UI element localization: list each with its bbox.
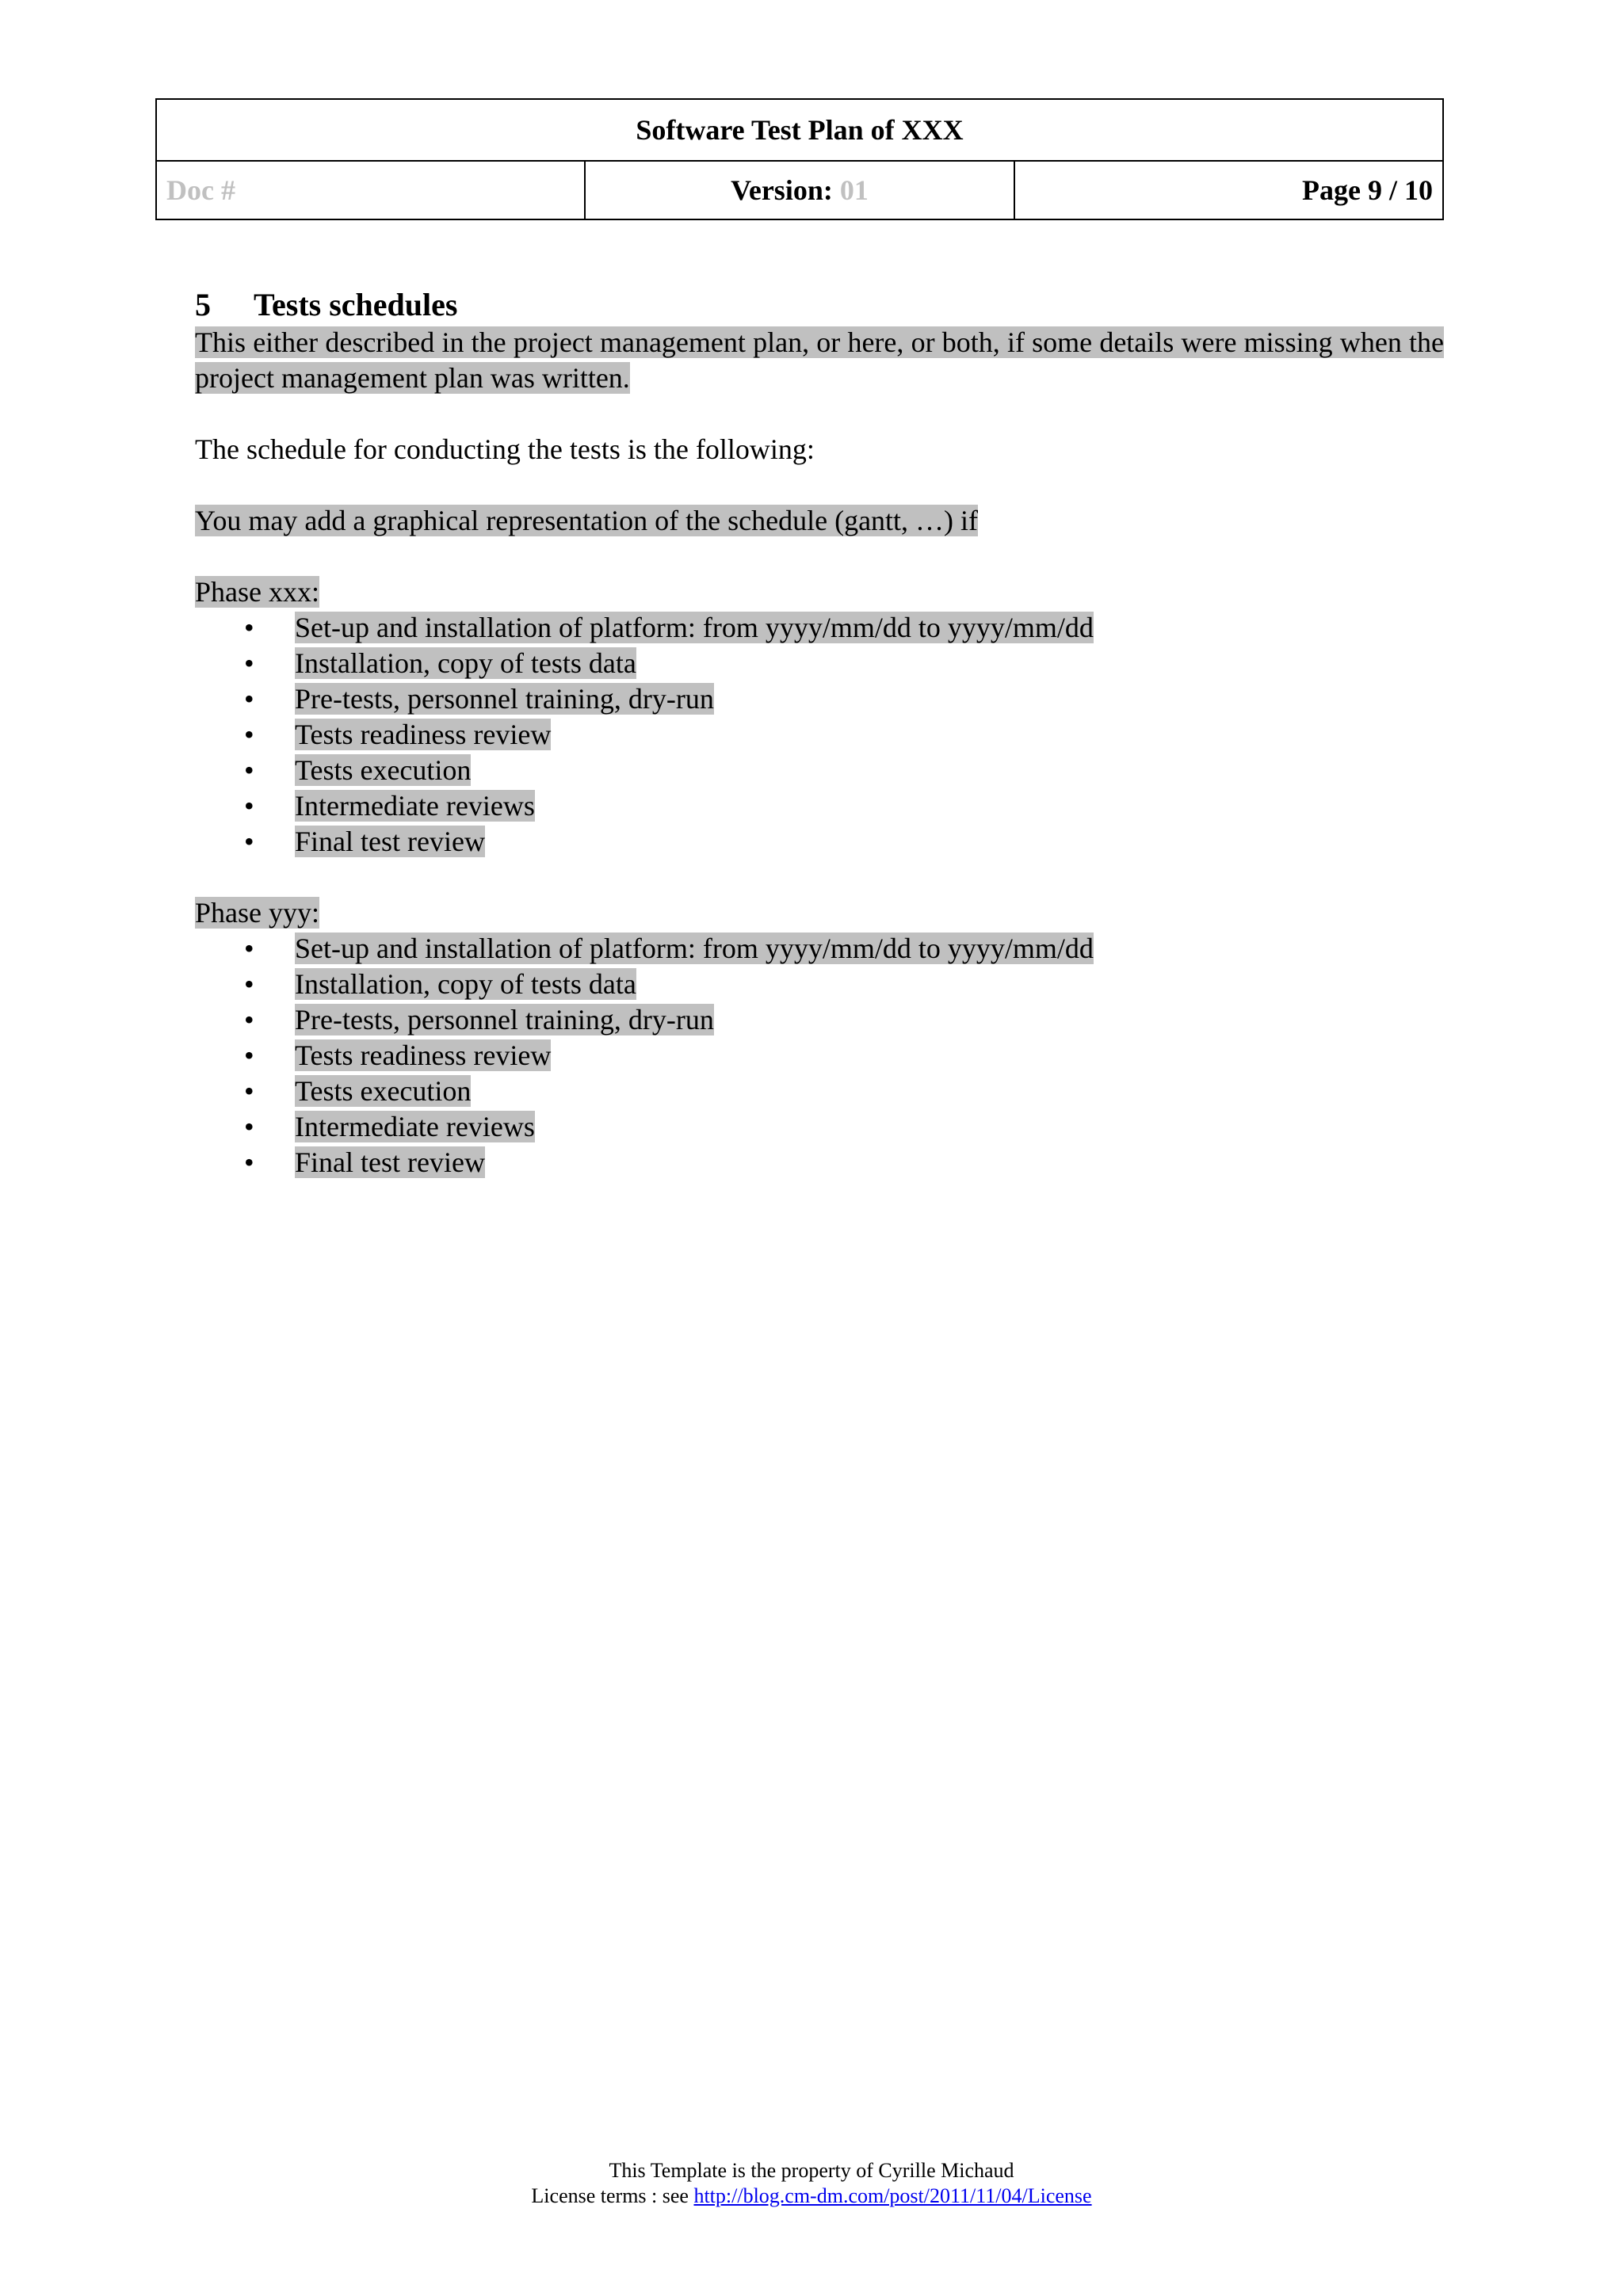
list-item-text: Tests readiness review [295,719,552,750]
list-item: • Intermediate reviews [244,1111,535,1142]
intro-text: This either described in the project management plan, or here, or both, if some details were missing when the project management plan was written. [195,326,1444,394]
list-item-text: Set-up and installation of platform: from yyyy/mm/dd to yyyy/mm/dd [295,933,1094,964]
document-title: Software Test Plan of XXX [156,99,1443,161]
list-item: • Pre-tests, personnel training, dry-run [244,1004,714,1035]
list-item: • Tests readiness review [244,1039,552,1071]
list-item: • Installation, copy of tests data [244,647,636,679]
list-item: • Tests execution [244,1075,472,1107]
list-item: • Intermediate reviews [244,790,535,822]
list-item: • Tests readiness review [244,719,552,750]
page-number: Page 9 / 10 [1014,161,1443,219]
section-heading [195,285,1444,325]
list-item: • Pre-tests, personnel training, dry-run [244,683,714,715]
list-item-text: Tests readiness review [295,1039,552,1071]
list-item-text: Pre-tests, personnel training, dry-run [295,1004,714,1035]
schedule-intro: The schedule for conducting the tests is the following: [195,433,815,465]
list-item-text: Tests execution [295,754,472,786]
header-table [155,98,1444,220]
section-title: Tests schedules [254,287,458,322]
version-value: 01 [839,174,869,206]
list-item: • Tests execution [244,754,472,786]
footer-license [0,2183,1623,2209]
list-item-text: Intermediate reviews [295,1111,535,1142]
list-item: • Final test review [244,1146,485,1178]
main-content [195,285,1444,1180]
list-item-text: Tests execution [295,1075,472,1107]
list-item: • Set-up and installation of platform: from yyyy/mm/dd to yyyy/mm/dd [244,933,1094,964]
phase-task-list [195,931,1444,1180]
version-field [585,161,1014,219]
version-label: Version: [731,174,833,206]
list-item-text: Set-up and installation of platform: from yyyy/mm/dd to yyyy/mm/dd [295,612,1094,643]
license-link[interactable]: http://blog.cm-dm.com/post/2011/11/04/License [693,2184,1092,2207]
list-item-text: Installation, copy of tests data [295,647,636,679]
phase-label: Phase yyy: [195,897,319,929]
intro-paragraph [195,325,1444,396]
phase-label: Phase xxx: [195,576,319,608]
list-item-text: Pre-tests, personnel training, dry-run [295,683,714,715]
footer-license-prefix: License terms : see [531,2184,694,2207]
list-item: • Final test review [244,826,485,857]
doc-number-field: Doc # [156,161,585,219]
phase-task-list [195,610,1444,860]
list-item: • Installation, copy of tests data [244,968,636,1000]
graphical-note: You may add a graphical representation of the schedule (gantt, …) if [195,505,979,536]
list-item-text: Final test review [295,826,485,857]
phase-block [195,895,1444,1180]
footer-ownership: This Template is the property of Cyrille Michaud [609,2159,1014,2182]
list-item-text: Intermediate reviews [295,790,535,822]
section-number: 5 [195,287,211,322]
graphical-note-paragraph [195,503,1444,539]
list-item: • Set-up and installation of platform: from yyyy/mm/dd to yyyy/mm/dd [244,612,1094,643]
phase-block [195,574,1444,860]
list-item-text: Final test review [295,1146,485,1178]
page-footer [0,2158,1623,2209]
list-item-text: Installation, copy of tests data [295,968,636,1000]
